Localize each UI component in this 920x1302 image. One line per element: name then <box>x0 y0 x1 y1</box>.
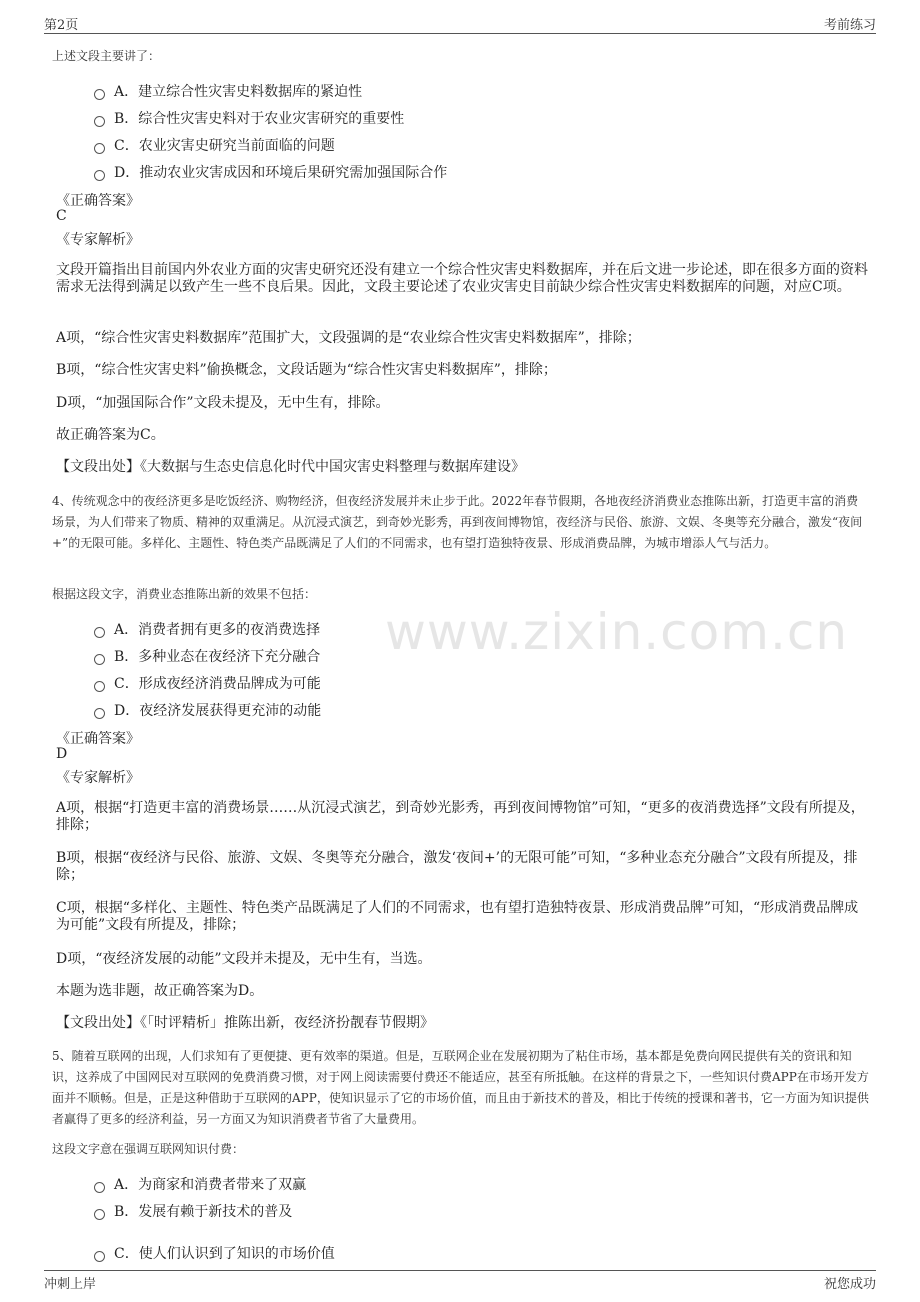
footer-rule <box>44 1270 876 1271</box>
q3-analysis-1: A项，“综合性灾害史料数据库”范围扩大，文段强调的是“农业综合性灾害史料数据库”，排除； <box>56 330 641 346</box>
radio-icon[interactable] <box>94 1209 105 1220</box>
q4-analysis-2: C项，根据“多样化、主题性、特色类产品既满足了人们的不同需求，也有望打造独特夜景、形成消费品牌”可知，“形成消费品牌成为可能”文段有所提及，排除； <box>56 900 859 933</box>
radio-icon[interactable] <box>94 1182 105 1193</box>
q3-answer: C <box>56 208 67 224</box>
radio-icon[interactable] <box>94 1251 105 1262</box>
radio-icon[interactable] <box>94 89 105 100</box>
q3-prompt: 上述文段主要讲了： <box>52 49 161 63</box>
q4-analysis-4: 本题为选非题，故正确答案为D。 <box>56 983 264 999</box>
q4-analysis-3: D项，“夜经济发展的动能”文段并未提及，无中生有，当选。 <box>56 951 432 967</box>
radio-icon[interactable] <box>94 627 105 638</box>
q4-stem: 4、传统观念中的夜经济更多是吃饭经济、购物经济，但夜经济发展并未止步于此。2022年春节假期，各地夜经济消费业态推陈出新，打造更丰富的消费场景，为人们带来了物质、精神的双重满足。从沉浸式演艺，到奇妙光影秀，再到夜间博物馆，夜经济与民俗、旅游、文娱、冬奥等充分融合，激发“夜间+”的无限可能。多样化、主题性、特色类产品既满足了人们的不同需求，也有望打造独特夜景、形成消费品牌，为城市增添人气与活力。 <box>52 494 863 550</box>
q4-analysis-0: A项，根据“打造更丰富的消费场景……从沉浸式演艺，到奇妙光影秀，再到夜间博物馆”可知，“更多的夜消费选择”文段有所提及，排除； <box>56 800 865 833</box>
q3-option-c[interactable]: C．农业灾害史研究当前面临的问题 <box>94 135 335 155</box>
q5-prompt: 这段文字意在强调互联网知识付费： <box>52 1142 245 1156</box>
radio-icon[interactable] <box>94 708 105 719</box>
q3-analysis-label: 《专家解析》 <box>56 232 140 248</box>
q4-prompt: 根据这段文字，消费业态推陈出新的效果不包括： <box>52 587 317 601</box>
q3-option-a[interactable]: A．建立综合性灾害史料数据库的紧迫性 <box>94 81 362 101</box>
q3-option-b[interactable]: B．综合性灾害史料对于农业灾害研究的重要性 <box>94 108 404 128</box>
q4-answer-label: 《正确答案》 <box>56 731 140 747</box>
footer-left: 冲刺上岸 <box>44 1277 97 1292</box>
header-rule <box>44 33 876 34</box>
q4-option-c[interactable]: C．形成夜经济消费品牌成为可能 <box>94 673 321 693</box>
page-number: 第2页 <box>44 18 79 33</box>
radio-icon[interactable] <box>94 143 105 154</box>
watermark: www.zixin.com.cn <box>385 603 849 661</box>
q3-analysis-4: 故正确答案为C。 <box>56 427 165 443</box>
q5-option-c[interactable]: C．使人们认识到了知识的市场价值 <box>94 1243 335 1263</box>
q3-analysis-3: D项，“加强国际合作”文段未提及，无中生有，排除。 <box>56 395 390 411</box>
q4-analysis-label: 《专家解析》 <box>56 770 140 786</box>
q4-option-b[interactable]: B．多种业态在夜经济下充分融合 <box>94 646 320 666</box>
q5-option-b[interactable]: B．发展有赖于新技术的普及 <box>94 1201 292 1221</box>
q4-answer: D <box>56 746 68 762</box>
q4-analysis-1: B项，根据“夜经济与民俗、旅游、文娱、冬奥等充分融合，激发‘夜间+’的无限可能”可知，“多种业态充分融合”文段有所提及，排除； <box>56 850 858 883</box>
q3-option-d[interactable]: D．推动农业灾害成因和环境后果研究需加强国际合作 <box>94 162 447 182</box>
q4-source: 【文段出处】《「时评精析」推陈出新，夜经济扮靓春节假期》 <box>56 1015 434 1031</box>
q4-option-a[interactable]: A．消费者拥有更多的夜消费选择 <box>94 619 320 639</box>
q3-analysis-2: B项，“综合性灾害史料”偷换概念，文段话题为“综合性灾害史料数据库”，排除； <box>56 362 557 378</box>
footer-right: 祝您成功 <box>823 1277 876 1292</box>
radio-icon[interactable] <box>94 170 105 181</box>
q3-answer-label: 《正确答案》 <box>56 193 140 209</box>
q4-option-d[interactable]: D．夜经济发展获得更充沛的动能 <box>94 700 321 720</box>
q5-stem: 5、随着互联网的出现，人们求知有了更便捷、更有效率的渠道。但是，互联网企业在发展初期为了粘住市场，基本都是免费向网民提供有关的资讯和知识，这养成了中国网民对互联网的免费消费习惯，对于网上阅读需要付费还不能适应，甚至有所抵触。在这样的背景之下，一些知识付费APP在市场开发方面并不顺畅。但是，正是这种借助于互联网的APP，使知识显示了它的市场价值，而且由于新技术的普及，相比于传统的授课和著书，它一方面为知识提供者赢得了更多的经济利益，另一方面又为知识消费者节省了大量费用。 <box>52 1049 869 1126</box>
radio-icon[interactable] <box>94 681 105 692</box>
radio-icon[interactable] <box>94 116 105 127</box>
q3-analysis-0: 文段开篇指出目前国内外农业方面的灾害史研究还没有建立一个综合性灾害史料数据库，并在后文进一步论述，即在很多方面的资料需求无法得到满足以致产生一些不良后果。因此，文段主要论述了农业灾害史目前缺少综合性灾害史料数据库的问题，对应C项。 <box>56 262 868 295</box>
radio-icon[interactable] <box>94 654 105 665</box>
header-title: 考前练习 <box>823 18 876 33</box>
q5-option-a[interactable]: A．为商家和消费者带来了双赢 <box>94 1174 306 1194</box>
q3-source: 【文段出处】《大数据与生态史信息化时代中国灾害史料整理与数据库建设》 <box>56 459 525 475</box>
